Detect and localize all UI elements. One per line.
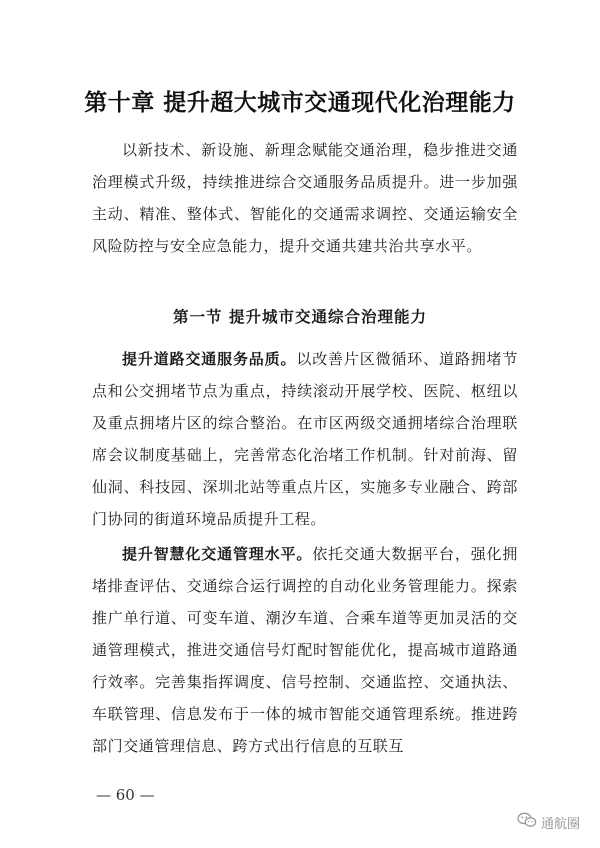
paragraph-lead: 提升道路交通服务品质。 xyxy=(122,350,297,368)
chapter-intro-paragraph: 以新技术、新设施、新理念赋能交通治理，稳步推进交通治理模式升级，持续推进综合交通服务品质提升。进一步加强主动、精准、整体式、智能化的交通需求调控、交通运输安全风险防控与安全应急能力，提升交通共建共治共享水平。 xyxy=(92,141,518,255)
chapter-title: 第十章 提升超大城市交通现代化治理能力 xyxy=(84,90,516,116)
paragraph-lead: 提升智慧化交通管理水平。 xyxy=(122,545,313,563)
paragraph-text: 以改善片区微循环、道路拥堵节点和公交拥堵节点为重点，持续滚动开展学校、医院、枢纽以及重点拥堵片区的综合整治。在市区两级交通拥堵综合治理联席会议制度基础上，完善常态化治堵工作机制。针对前海、留仙洞、科技园、深圳北站等重点片区，实施多专业融合、跨部门协同的街道环境品质提升工程。 xyxy=(92,350,519,528)
page-number: — 60 — xyxy=(96,786,155,804)
wechat-icon xyxy=(517,812,541,832)
paragraph-text: 依托交通大数据平台，强化拥堵排查评估、交通综合运行调控的自动化业务管理能力。探索推广单行道、可变车道、潮汐车道、合乘车道等更加灵活的交通管理模式，推进交通信号灯配时智能优化，提高城市道路通行效率。完善集指挥调度、信号控制、交通监控、交通执法、车联管理、信息发布于一体的城市智能交通管理系统。推进跨部门交通管理信息、跨方式出行信息的互联互 xyxy=(92,545,518,755)
body-paragraph xyxy=(92,343,518,535)
body-paragraph xyxy=(92,538,518,762)
section-title: 第一节 提升城市交通综合治理能力 xyxy=(173,307,427,326)
watermark xyxy=(517,812,580,832)
watermark-text: 通航圈 xyxy=(540,816,580,832)
